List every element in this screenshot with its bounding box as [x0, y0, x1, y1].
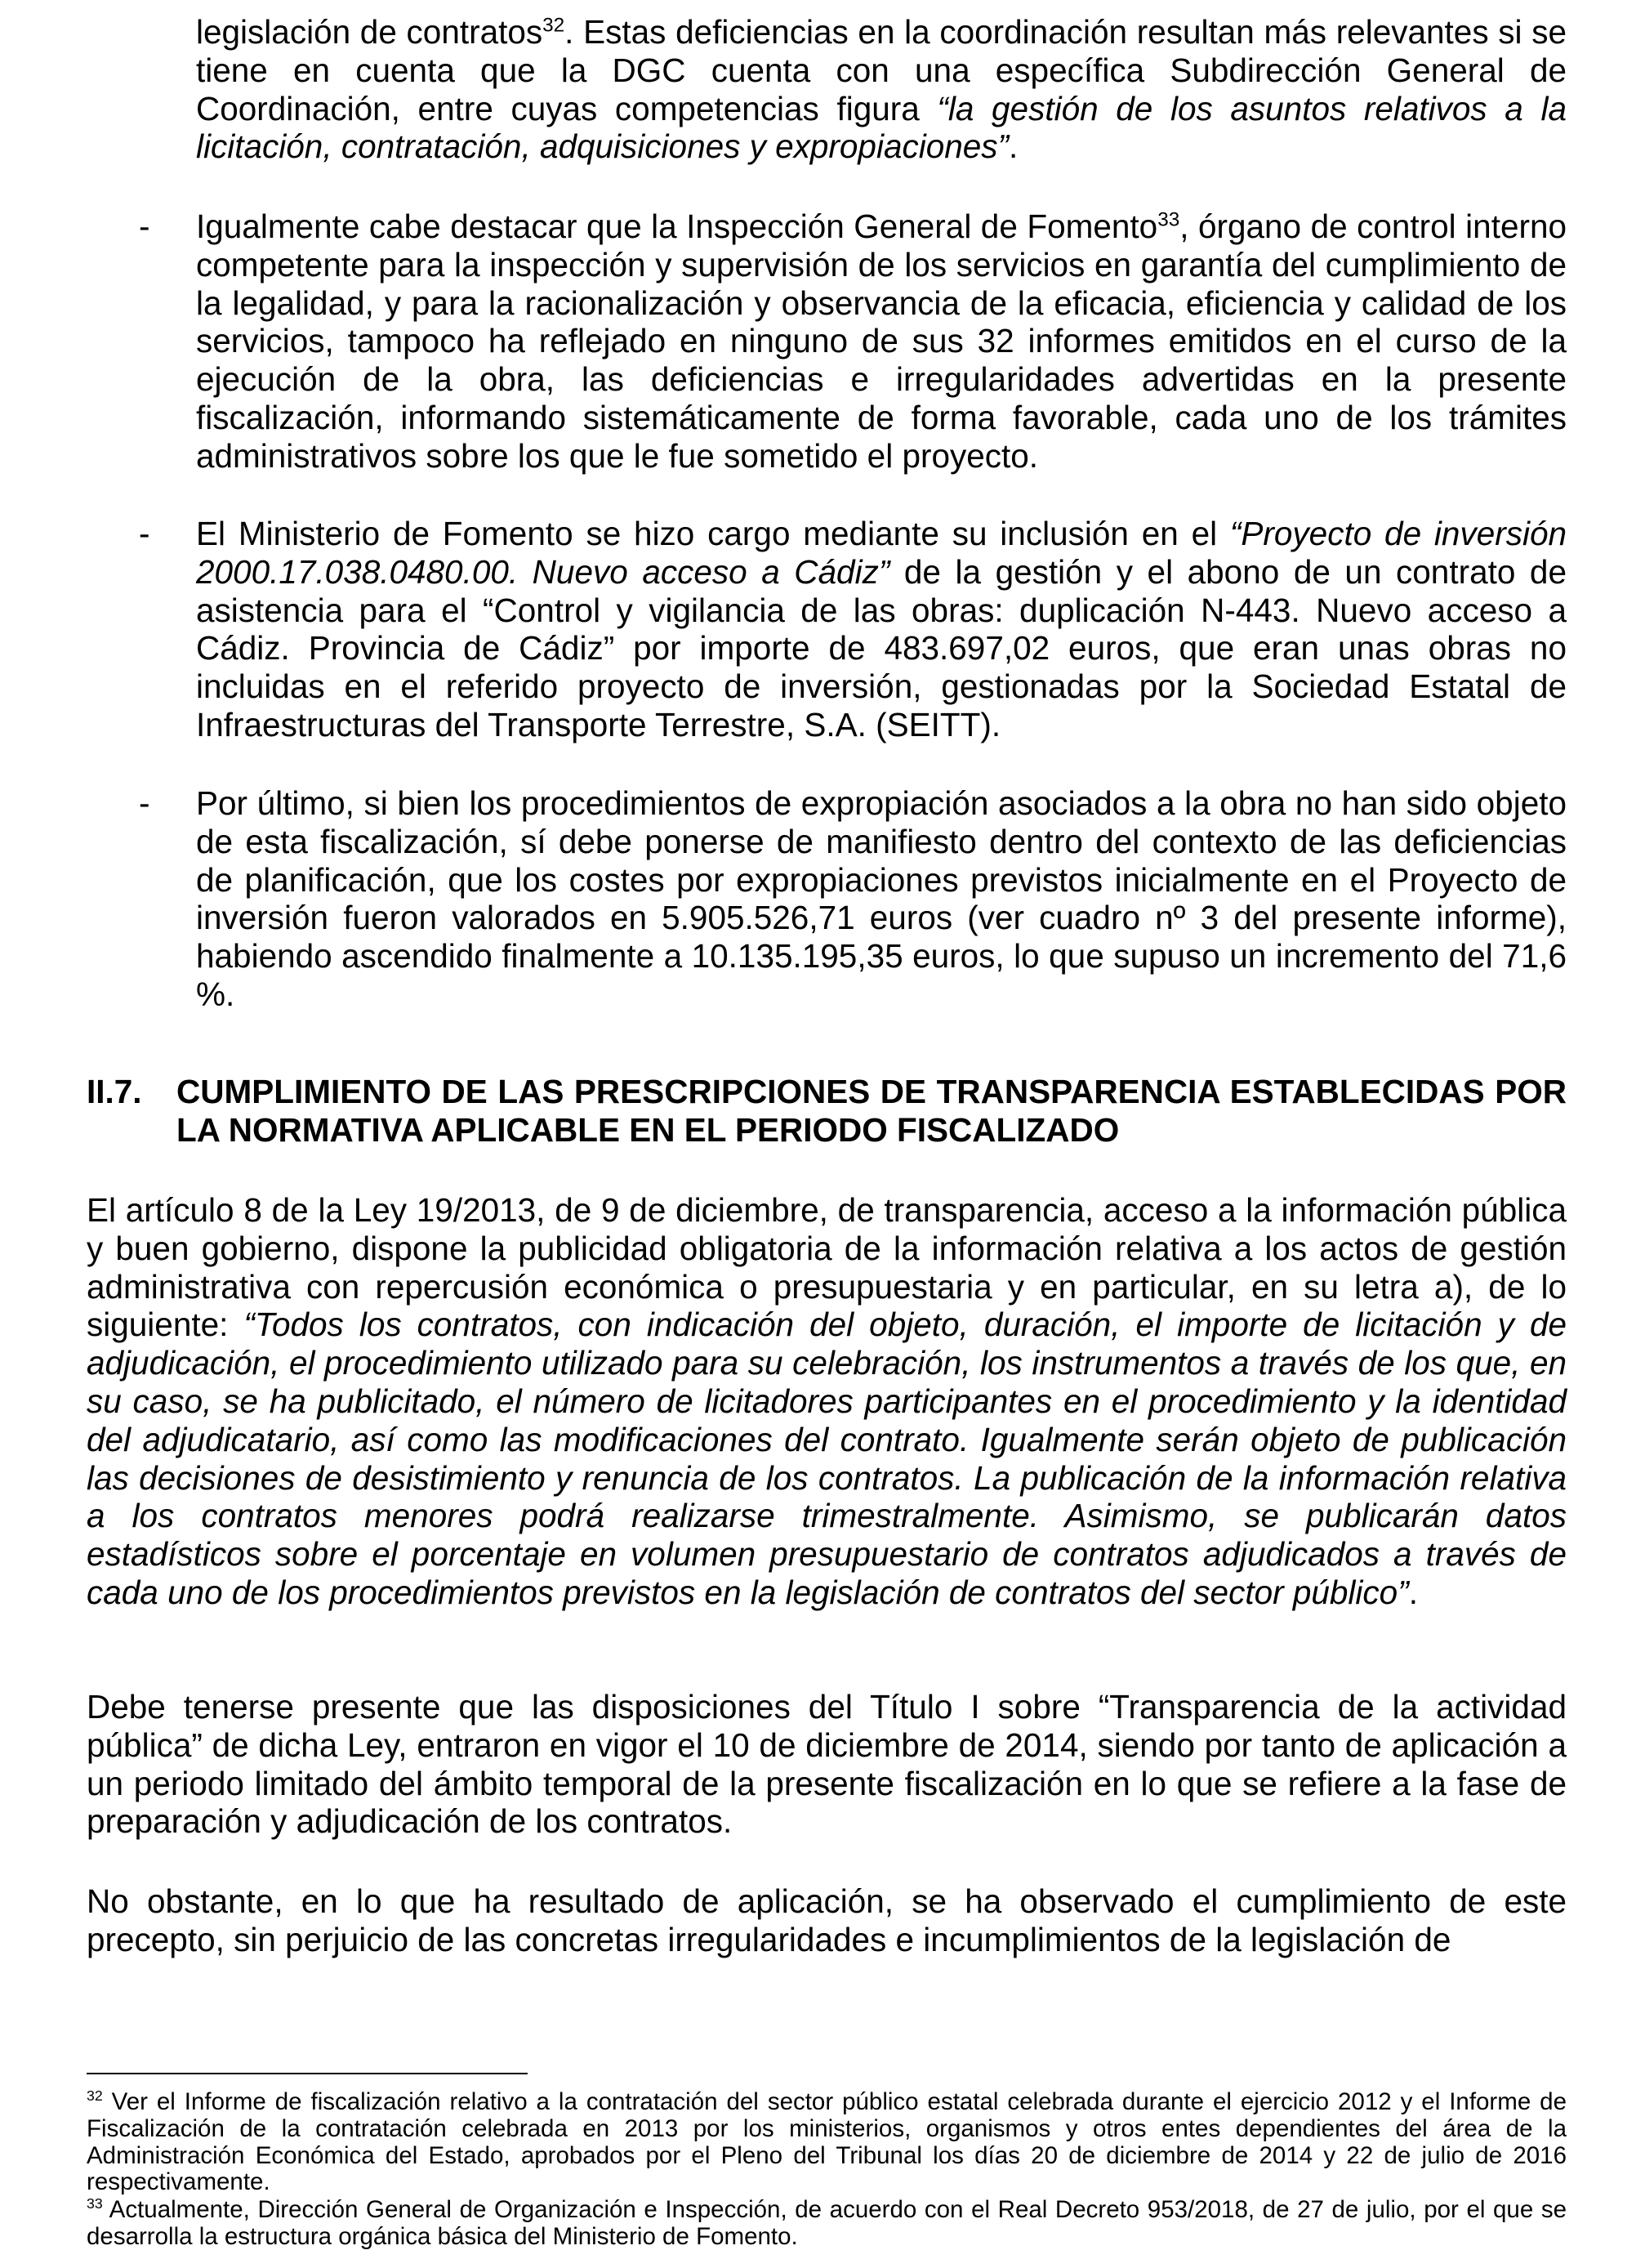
- footnote-text: Actualmente, Dirección General de Organización e Inspección, de acuerdo con el Real Decreto 953/2018, de 27 de julio, por el que se desarrolla la estructura orgánica básica del Ministerio de Fomento.: [87, 2196, 1567, 2250]
- paragraph-text: legislación de contratos: [196, 13, 543, 51]
- bullet-item-expropiacion: Por último, si bien los procedimientos de expropiación asociados a la obra no han sido objeto de esta fiscalización, sí debe ponerse de manifiesto dentro del contexto de las deficiencias de planificación, que los costes por expropiaciones previstos inicialmente en el Proyecto de inversión fueron valorados en 5.905.526,71 euros (ver cuadro nº 3 del presente informe), habiendo ascendido finalmente a 10.135.195,35 euros, lo que supuso un incremento del 71,6 %.: [196, 784, 1567, 1013]
- footnote-ref-33: 33: [1157, 208, 1180, 231]
- italic-project-name: “Proyecto de inversión 2000.17.038.0480.00. Nuevo acceso a Cádiz”: [196, 515, 1567, 591]
- continued-paragraph: [196, 13, 1567, 166]
- paragraph-text: .: [1009, 127, 1019, 166]
- paragraph-text: El Ministerio de Fomento se hizo cargo mediante su inclusión en el: [196, 515, 1230, 552]
- footnote-ref-32: 32: [542, 14, 565, 37]
- body-paragraph-ley: [87, 1191, 1567, 1612]
- footnote-32: [87, 2089, 1567, 2196]
- bullet-dash: -: [139, 515, 150, 552]
- footnote-separator: [87, 2073, 528, 2074]
- footnote-33: [87, 2197, 1567, 2251]
- section-heading: CUMPLIMIENTO DE LAS PRESCRIPCIONES DE TRANSPARENCIA ESTABLECIDAS POR LA NORMATIVA APLICABLE EN EL PERIODO FISCALIZADO: [176, 1073, 1567, 1149]
- section-number: II.7.: [87, 1073, 142, 1110]
- bullet-dash: -: [139, 208, 150, 245]
- paragraph-text: El artículo 8 de la Ley 19/2013, de 9 de diciembre, de transparencia, acceso a la información pública y buen gobierno, dispone la publicidad obligatoria de la información relativa a los actos de gestión administrativa con repercusión económica o presupuestaria y en particular, en su letra a), de lo siguiente:: [87, 1191, 1567, 1344]
- paragraph-text: Igualmente cabe destacar que la Inspección General de Fomento: [196, 208, 1158, 245]
- bullet-item-ministerio: [196, 515, 1567, 744]
- paragraph-text: . Estas deficiencias en la coordinación resultan más relevantes si se tiene en cuenta que la DGC cuenta con una específica Subdirección General de Coordinación, entre cuyas competencias figura: [196, 13, 1567, 127]
- footnote-number: 32: [87, 2087, 103, 2105]
- body-paragraph-no-obstante: No obstante, en lo que ha resultado de aplicación, se ha observado el cumplimiento de este precepto, sin perjuicio de las concretas irregularidades e incumplimientos de la legislación de: [87, 1882, 1567, 1958]
- bullet-item-inspeccion: [196, 208, 1567, 475]
- footnote-number: 33: [87, 2195, 103, 2212]
- bullet-dash: -: [139, 784, 150, 822]
- paragraph-text: .: [1408, 1573, 1418, 1611]
- body-paragraph-titulo: Debe tenerse presente que las disposiciones del Título I sobre “Transparencia de la actividad pública” de dicha Ley, entraron en vigor el 10 de diciembre de 2014, siendo por tanto de aplicación a un periodo limitado del ámbito temporal de la presente fiscalización en lo que se refiere a la fase de preparación y adjudicación de los contratos.: [87, 1688, 1567, 1841]
- paragraph-text: de la gestión y el abono de un contrato de asistencia para el “Control y vigilancia de las obras: duplicación N-443. Nuevo acceso a Cádiz. Provincia de Cádiz” por importe de 483.697,02 euros, que eran unas obras no incluidas en el referido proyecto de inversión, gestionadas por la Sociedad Estatal de Infraestructuras del Transporte Terrestre, S.A. (SEITT).: [196, 552, 1567, 743]
- italic-quote: “la gestión de los asuntos relativos a la licitación, contratación, adquisiciones y expropiaciones”: [196, 89, 1567, 166]
- paragraph-text: , órgano de control interno competente para la inspección y supervisión de los servicios en garantía del cumplimiento de la legalidad, y para la racionalización y observancia de la eficacia, eficiencia y calidad de los servicios, tampoco ha reflejado en ninguno de sus 32 informes emitidos en el curso de la ejecución de la obra, las deficiencias e irregularidades advertidas en la presente fiscalización, informando sistemáticamente de forma favorable, cada uno de los trámites administrativos sobre los que le fue sometido el proyecto.: [196, 208, 1567, 475]
- footnote-text: Ver el Informe de fiscalización relativo a la contratación del sector público estatal celebrada durante el ejercicio 2012 y el Informe de Fiscalización de la contratación celebrada en 2013 por los ministerios, organismos y otros entes dependientes del área de la Administración Económica del Estado, aprobados por el Pleno del Tribunal los días 20 de diciembre de 2014 y 22 de julio de 2016 respectivamente.: [87, 2088, 1567, 2196]
- italic-quote: “Todos los contratos, con indicación del objeto, duración, el importe de licitación y de adjudicación, el procedimiento utilizado para su celebración, los instrumentos a través de los que, en su caso, se ha publicitado, el número de licitadores participantes en el procedimiento y la identidad del adjudicatario, así como las modificaciones del contrato. Igualmente serán objeto de publicación las decisiones de desistimiento y renuncia de los contratos. La publicación de la información relativa a los contratos menores podrá realizarse trimestralmente. Asimismo, se publicarán datos estadísticos sobre el porcentaje en volumen presupuestario de contratos adjudicados a través de cada uno de los procedimientos previstos en la legislación de contratos del sector público”: [87, 1306, 1567, 1611]
